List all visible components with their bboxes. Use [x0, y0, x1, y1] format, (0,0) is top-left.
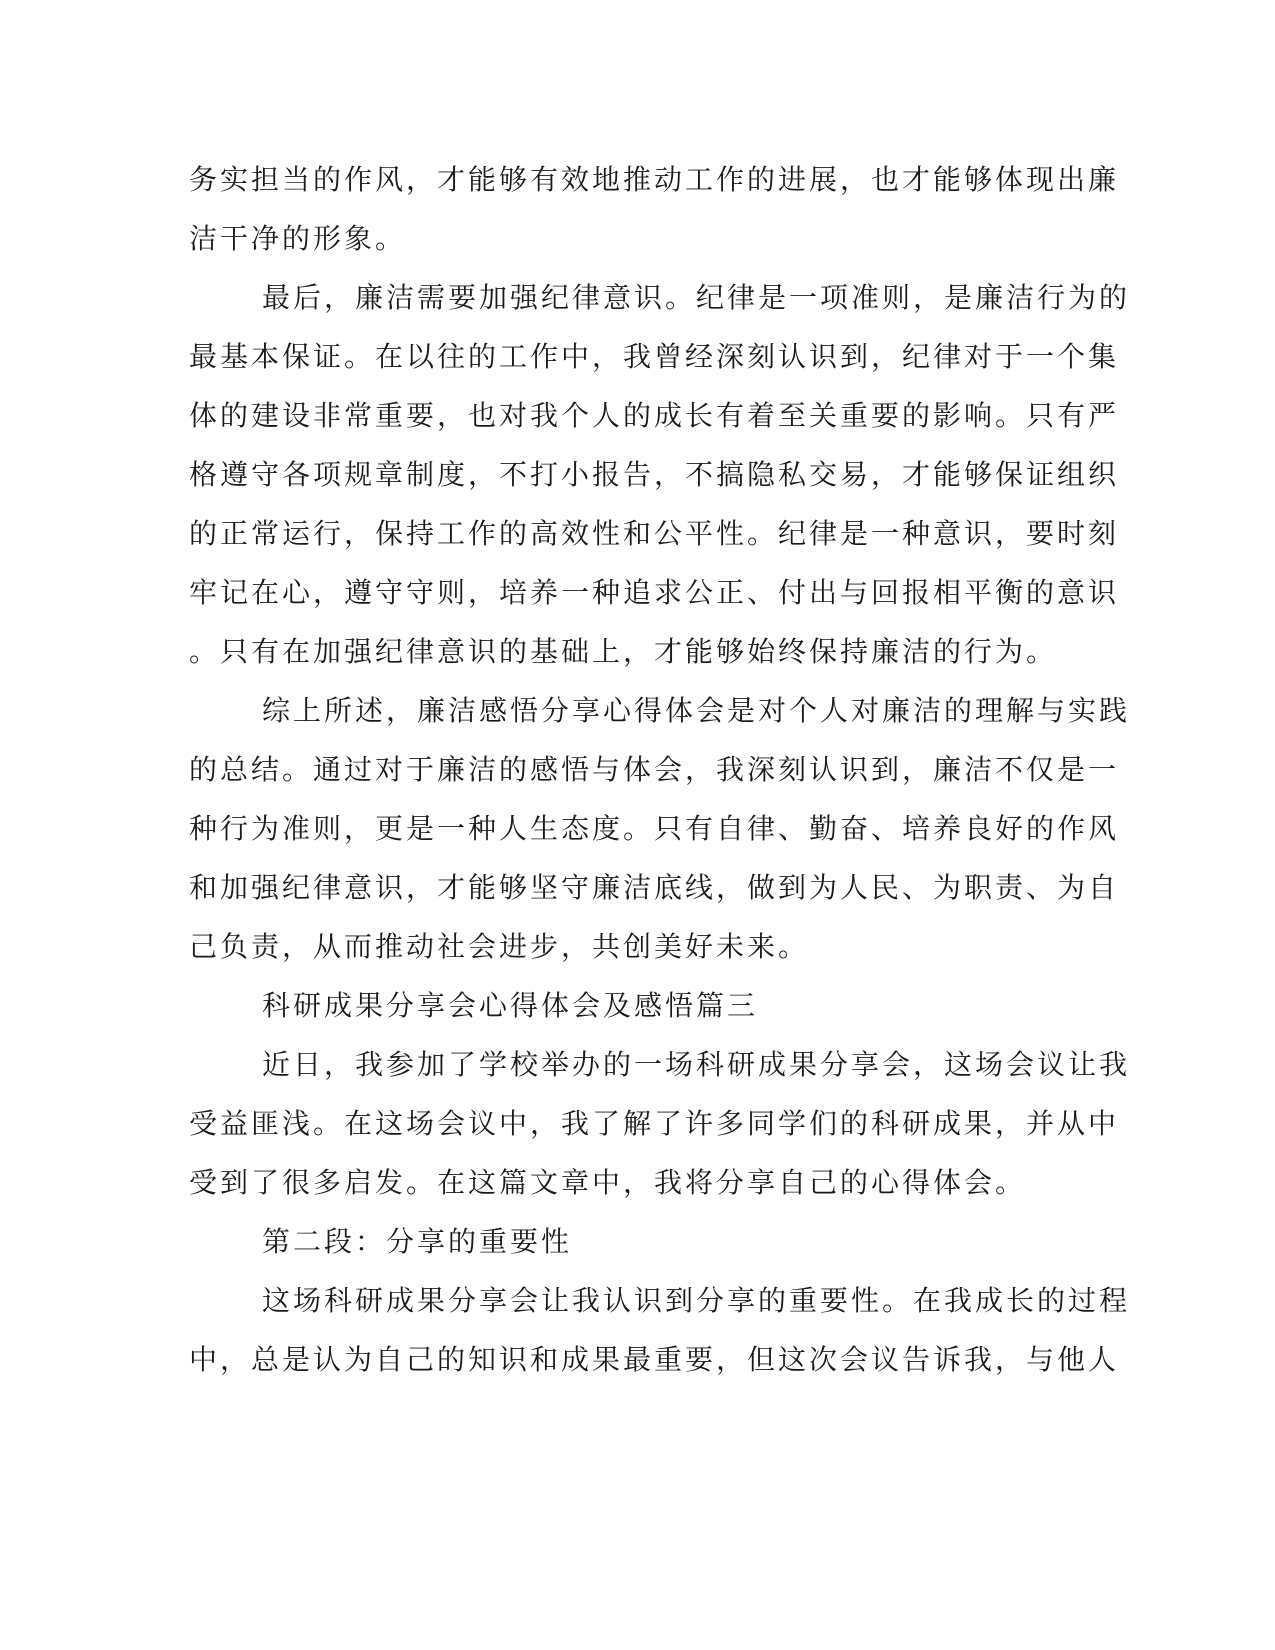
- text-line: 务实担当的作风，才能够有效地推动工作的进展，也才能够体现出廉: [189, 163, 1120, 196]
- text-line: 受益匪浅。在这场会议中，我了解了许多同学们的科研成果，并从中: [189, 1107, 1120, 1140]
- text-line: 和加强纪律意识，才能够坚守廉洁底线，做到为人民、为职责、为自: [189, 871, 1120, 904]
- text-line: 洁干净的形象。: [189, 222, 407, 255]
- paragraph-first-line: 最后，廉洁需要加强纪律意识。纪律是一项准则，是廉洁行为的: [262, 281, 1131, 314]
- text-line: 格遵守各项规章制度，不打小报告，不搞隐私交易，才能够保证组织: [189, 458, 1120, 491]
- text-line: 。只有在加强纪律意识的基础上，才能够始终保持廉洁的行为。: [189, 635, 1058, 668]
- section-heading: 科研成果分享会心得体会及感悟篇三: [262, 989, 759, 1022]
- paragraph-first-line: 近日，我参加了学校举办的一场科研成果分享会，这场会议让我: [262, 1048, 1131, 1081]
- section-subheading: 第二段：分享的重要性: [262, 1225, 573, 1258]
- text-line: 种行为准则，更是一种人生态度。只有自律、勤奋、培养良好的作风: [189, 812, 1120, 845]
- text-line: 体的建设非常重要，也对我个人的成长有着至关重要的影响。只有严: [189, 399, 1120, 432]
- text-line: 中，总是认为自己的知识和成果最重要，但这次会议告诉我，与他人: [189, 1343, 1120, 1376]
- text-line: 的总结。通过对于廉洁的感悟与体会，我深刻认识到，廉洁不仅是一: [189, 753, 1120, 786]
- text-line: 最基本保证。在以往的工作中，我曾经深刻认识到，纪律对于一个集: [189, 340, 1120, 373]
- text-line: 的正常运行，保持工作的高效性和公平性。纪律是一种意识，要时刻: [189, 517, 1120, 550]
- text-line: 受到了很多启发。在这篇文章中，我将分享自己的心得体会。: [189, 1166, 1027, 1199]
- paragraph-first-line: 这场科研成果分享会让我认识到分享的重要性。在我成长的过程: [262, 1284, 1131, 1317]
- paragraph-first-line: 综上所述，廉洁感悟分享心得体会是对个人对廉洁的理解与实践: [262, 694, 1131, 727]
- text-line: 牢记在心，遵守守则，培养一种追求公正、付出与回报相平衡的意识: [189, 576, 1120, 609]
- text-line: 己负责，从而推动社会进步，共创美好未来。: [189, 930, 810, 963]
